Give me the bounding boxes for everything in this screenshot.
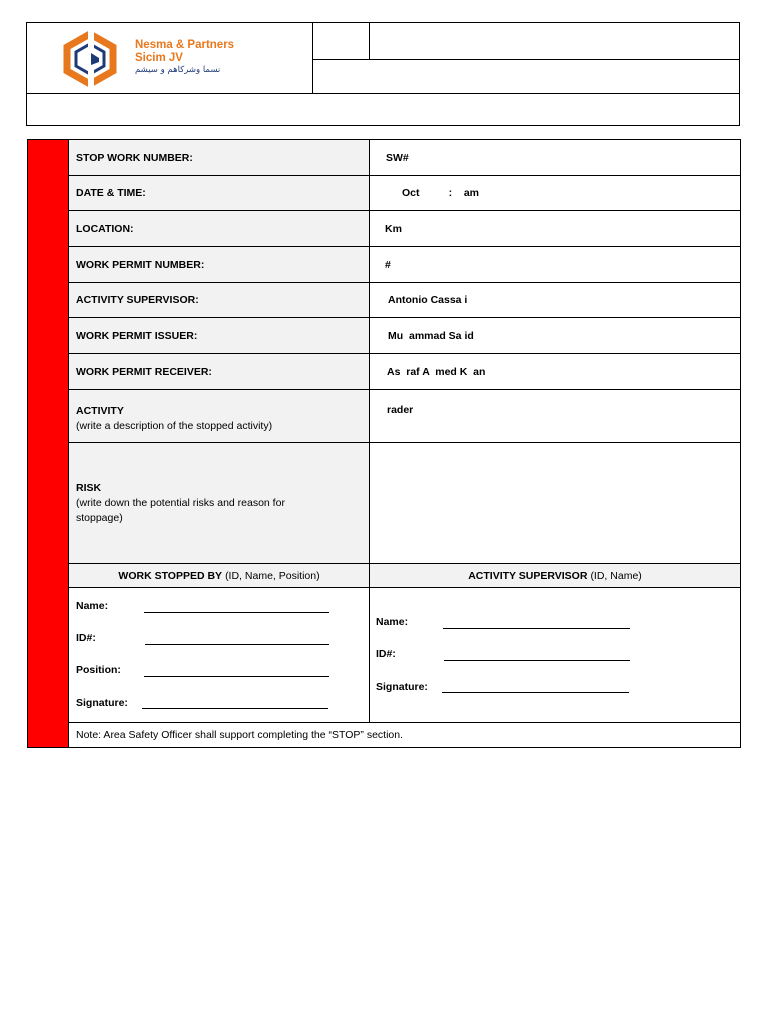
label-risk-hint: (write down the potential risks and reason for stoppage) [76,497,285,524]
supervisor-name-label: Name: [376,616,409,628]
stopped-by-position-field[interactable] [144,676,329,677]
header-activity-supervisor [370,564,740,587]
document-header [26,22,740,126]
signature-section-headers [69,563,740,588]
row-work-permit-number [69,247,740,283]
value-activity[interactable]: rader [387,404,414,416]
value-work-permit-issuer[interactable]: Mu ammad Sa id [388,329,474,342]
activity-supervisor-fields [370,588,740,722]
label-activity [69,390,370,442]
row-activity-supervisor [69,283,740,318]
label-work-permit-number: WORK PERMIT NUMBER: [69,247,370,282]
header-cell-title [370,23,739,60]
label-location: LOCATION: [69,211,370,246]
row-activity [69,390,740,443]
stopped-by-position-label: Position: [76,664,121,676]
label-risk [69,443,370,564]
stopped-by-name-label: Name: [76,600,109,612]
supervisor-signature-field[interactable] [442,692,629,693]
value-risk[interactable] [370,443,740,564]
stopped-by-signature-field[interactable] [142,708,328,709]
value-date-time[interactable]: Oct : am [402,187,480,199]
header-cell-row3 [27,94,739,125]
supervisor-name-field[interactable] [443,628,630,629]
row-risk [69,443,740,564]
row-date-time [69,176,740,211]
value-location[interactable]: Km [385,222,402,235]
label-activity-supervisor: ACTIVITY SUPERVISOR: [69,283,370,317]
value-work-permit-receiver[interactable]: As raf A med K an [387,365,486,378]
header-cell-small [313,23,370,60]
row-work-permit-issuer [69,318,740,354]
label-work-permit-issuer: WORK PERMIT ISSUER: [69,318,370,353]
value-stop-work-number[interactable]: SW# [386,151,409,164]
logo-cell [27,23,313,94]
company-name [135,39,234,76]
row-location [69,211,740,247]
row-work-permit-receiver [69,354,740,390]
label-risk-title: RISK [76,482,102,494]
stopped-by-id-label: ID#: [76,632,96,644]
supervisor-id-field[interactable] [444,660,630,661]
work-stopped-by-hint: (ID, Name, Position) [225,569,320,582]
form-note: Note: Area Safety Officer shall support completing the “STOP” section. [76,729,404,741]
work-stopped-by-fields [69,588,370,722]
company-name-line2: Sicim JV [135,52,183,64]
value-work-permit-number[interactable]: # [385,258,391,271]
label-activity-hint: (write a description of the stopped activity) [76,420,273,432]
company-logo-icon [61,31,119,87]
activity-supervisor-title: ACTIVITY SUPERVISOR [468,569,588,582]
stopped-by-id-field[interactable] [145,644,329,645]
supervisor-signature-label: Signature: [376,681,428,693]
header-work-stopped-by [69,564,370,587]
stopped-by-name-field[interactable] [144,612,329,613]
activity-supervisor-hint: (ID, Name) [590,569,642,582]
label-stop-work-number: STOP WORK NUMBER: [69,140,370,175]
stop-red-bar [28,140,69,747]
company-name-line1: Nesma & Partners [135,39,235,51]
label-activity-title: ACTIVITY [76,405,124,417]
label-date-time: DATE & TIME: [69,176,370,210]
value-activity-supervisor[interactable]: Antonio Cassa i [388,294,468,306]
label-work-permit-receiver: WORK PERMIT RECEIVER: [69,354,370,389]
row-stop-work-number [69,140,740,176]
signature-section [69,588,740,723]
work-stopped-by-title: WORK STOPPED BY [118,569,223,582]
stopped-by-signature-label: Signature: [76,697,128,709]
supervisor-id-label: ID#: [376,648,396,660]
stop-work-form [27,139,741,748]
company-name-arabic: نسما وشركاهم و سيشم [135,65,221,75]
header-cell-row2 [313,60,739,94]
